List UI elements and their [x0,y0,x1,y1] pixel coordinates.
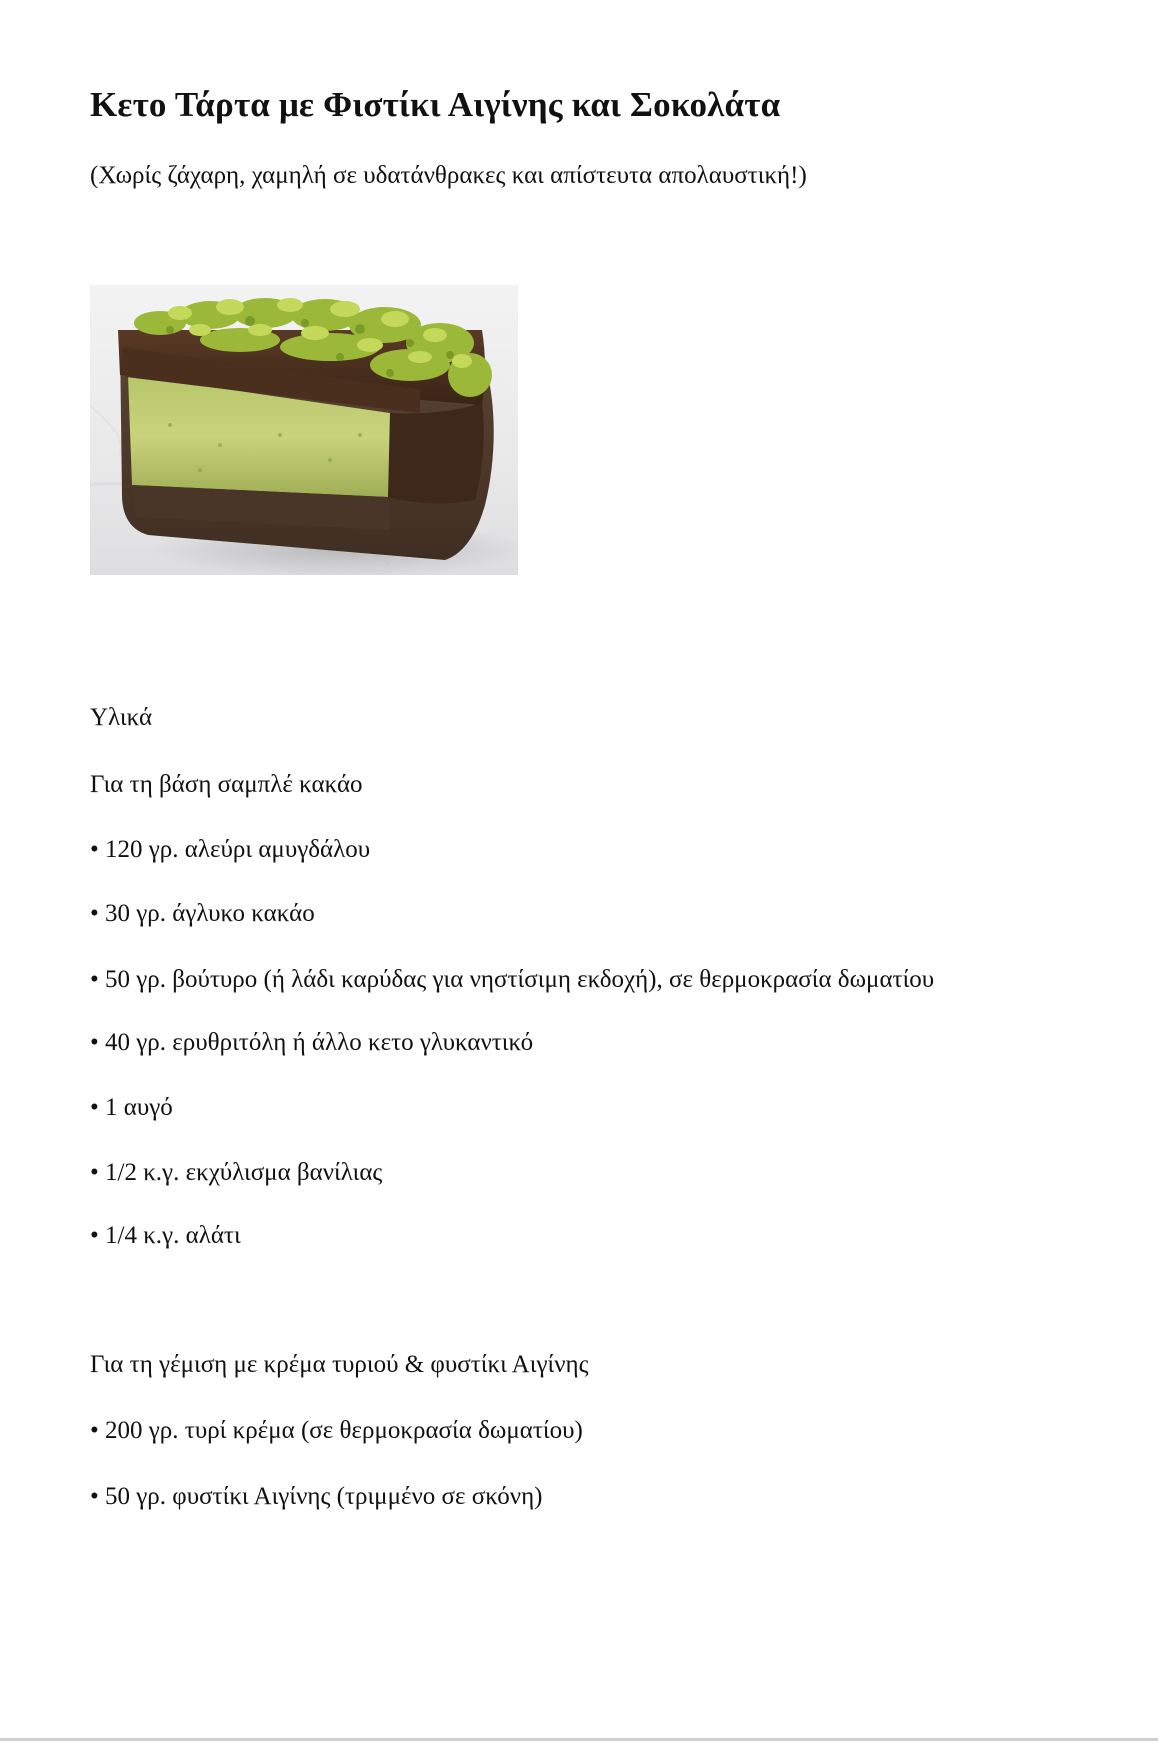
list-item: • 120 γρ. αλεύρι αμυγδάλου [90,836,371,863]
recipe-title: Κετο Τάρτα με Φιστίκι Αιγίνης και Σοκολάτα [90,85,781,124]
list-item: • 50 γρ. φυστίκι Αιγίνης (τριμμένο σε σκόνη) [90,1483,543,1510]
list-item: • 30 γρ. άγλυκο κακάο [90,900,315,927]
list-item: • 1/2 κ.γ. εκχύλισμα βανίλιας [90,1159,383,1186]
base-section-heading: Για τη βάση σαμπλέ κακάο [90,771,363,798]
recipe-content [90,80,1090,1510]
list-item: • 200 γρ. τυρί κρέμα (σε θερμοκρασία δωματίου) [90,1417,583,1444]
filling-section-heading: Για τη γέμιση με κρέμα τυριού & φυστίκι Αιγίνης [90,1351,589,1378]
tart-photo [90,285,518,575]
tart-slice-illustration [90,285,518,575]
recipe-subtitle: (Χωρίς ζάχαρη, χαμηλή σε υδατάνθρακες και απίστευτα απολαυστική!) [90,162,807,189]
ingredients-heading: Υλικά [90,704,153,731]
list-item: • 40 γρ. ερυθριτόλη ή άλλο κετο γλυκαντικό [90,1029,534,1056]
list-item: • 50 γρ. βούτυρο (ή λάδι καρύδας για νηστίσιμη εκδοχή), σε θερμοκρασία δωματίου [90,966,935,993]
page-bottom-divider [0,1738,1158,1741]
list-item: • 1 αυγό [90,1094,173,1121]
list-item: • 1/4 κ.γ. αλάτι [90,1222,241,1249]
